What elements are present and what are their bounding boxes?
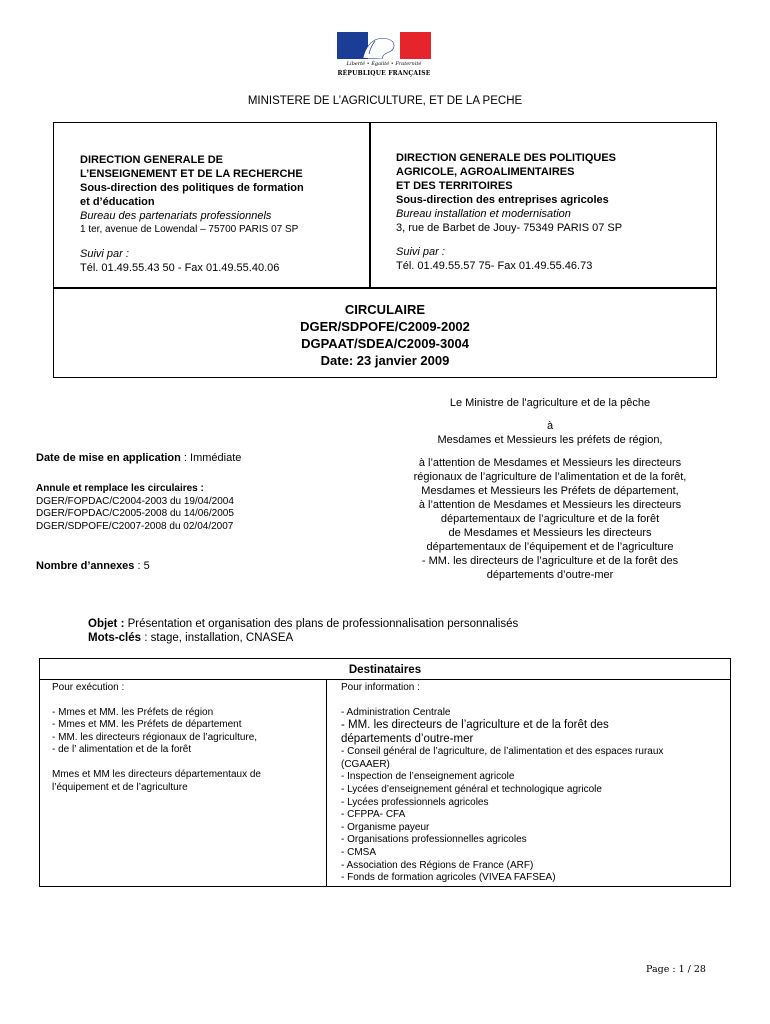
execution-item: - de l’ alimentation et de la forêt xyxy=(52,744,192,756)
right-address: 3, rue de Barbet de Jouy- 75349 PARIS 07 SP xyxy=(396,222,623,234)
information-header: Pour information : xyxy=(341,682,420,693)
application-date-value: : Immédiate xyxy=(180,452,242,464)
circulaire-block xyxy=(54,301,716,369)
annule-item: DGER/FOPDAC/C2004-2003 du 19/04/2004 xyxy=(36,495,234,507)
information-column xyxy=(341,682,729,885)
recipients-block xyxy=(385,396,715,582)
execution-extra: Mmes et MM les directeurs départementaux de xyxy=(52,768,261,780)
right-direction-line3: ET DES TERRITOIRES xyxy=(396,180,513,192)
information-item: départements d’outre-mer xyxy=(341,732,474,745)
left-subdirection-line2: et d’éducation xyxy=(80,196,155,208)
information-item: - Inspection de l’enseignement agricole xyxy=(341,771,515,783)
left-suivi: Suivi par : xyxy=(80,248,129,260)
application-date xyxy=(36,451,241,465)
left-tel-fax: Tél. 01.49.55.43 50 - Fax 01.49.55.40.06 xyxy=(80,262,280,274)
republique-francaise-logo xyxy=(335,32,433,80)
right-subdirection: Sous-direction des entreprises agricoles xyxy=(396,194,609,206)
information-item: - Conseil général de l’agriculture, de l’alimentation et des espaces ruraux xyxy=(341,746,664,758)
mots-cles-line xyxy=(88,631,518,645)
circulaire-date: Date: 23 janvier 2009 xyxy=(320,353,450,368)
information-item: - Organisme payeur xyxy=(341,821,430,833)
sender-line: Le Ministre de l'agriculture et de la pêche xyxy=(449,397,651,409)
circulaire-ref-dger: DGER/SDPOFE/C2009-2002 xyxy=(300,319,470,334)
left-direction-line1: DIRECTION GENERALE DE xyxy=(80,154,224,166)
application-date-label: Date de mise en application xyxy=(36,452,181,464)
information-item: - Administration Centrale xyxy=(341,706,451,718)
annule-item: DGER/FOPDAC/C2005-2008 du 14/06/2005 xyxy=(36,508,234,519)
right-suivi: Suivi par : xyxy=(396,246,445,258)
execution-item: - Mmes et MM. les Préfets de département xyxy=(52,719,242,731)
left-direction-line2: L’ENSEIGNEMENT ET DE LA RECHERCHE xyxy=(80,168,303,180)
annule-label: Annule et remplace les circulaires : xyxy=(36,483,204,494)
right-direction xyxy=(396,151,714,273)
objet-line xyxy=(88,617,518,631)
republique-francaise: RÉPUBLIQUE FRANÇAISE xyxy=(337,70,431,77)
information-item: - Lycées professionnels agricoles xyxy=(341,796,489,808)
objet-text: Présentation et organisation des plans de professionnalisation personnalisés xyxy=(124,618,519,630)
annexes-count xyxy=(36,559,150,573)
mots-cles-text: : stage, installation, CNASEA xyxy=(141,632,294,644)
recipient-line: - MM. les directeurs de l’agriculture et de la forêt des xyxy=(421,555,679,567)
page-number: Page : 1 / 28 xyxy=(646,964,706,975)
information-item: - Organisations professionnelles agricoles xyxy=(341,834,527,846)
execution-item: - Mmes et MM. les Préfets de région xyxy=(52,706,214,718)
right-direction-line2: AGRICOLE, AGROALIMENTAIRES xyxy=(396,166,575,178)
ministry-title: MINISTERE DE L’AGRICULTURE, ET DE LA PECHE xyxy=(247,95,523,107)
recipient-line: régionaux de l’agriculture de l’alimentation et de la forêt, xyxy=(413,471,687,483)
motto: Liberté • Égalité • Fraternité xyxy=(346,61,422,67)
left-bureau: Bureau des partenariats professionnels xyxy=(80,210,272,222)
annexes-label: Nombre d’annexes xyxy=(36,560,135,572)
execution-column xyxy=(52,682,320,794)
objet-label: Objet : xyxy=(88,618,125,630)
annexes-value: : 5 xyxy=(134,560,150,572)
information-item: - Lycées d’enseignement général et technologique agricole xyxy=(341,783,602,795)
information-item: - Fonds de formation agricoles (VIVEA FAFSEA) xyxy=(341,872,556,884)
left-subdirection-line1: Sous-direction des politiques de formation xyxy=(80,182,304,194)
tricolor-flag xyxy=(337,32,431,59)
right-direction-line1: DIRECTION GENERALE DES POLITIQUES xyxy=(396,152,617,164)
annule-item: DGER/SDPOFE/C2007-2008 du 02/04/2007 xyxy=(36,520,234,532)
recipient-line: à l’attention de Mesdames et Messieurs les directeurs xyxy=(418,457,682,469)
execution-extra: l’équipement et de l’agriculture xyxy=(52,781,188,793)
marianne-profile-icon xyxy=(337,32,431,59)
circulaire-ref-dgpaat: DGPAAT/SDEA/C2009-3004 xyxy=(301,336,469,351)
information-item: - MM. les directeurs de l’agriculture et de la forêt des xyxy=(341,719,609,732)
recipient-line: départementaux de l’équipement et de l’agriculture xyxy=(426,541,674,553)
circulaire-title: CIRCULAIRE xyxy=(344,302,426,317)
left-direction xyxy=(80,153,365,275)
recipient-line: à l’attention de Mesdames et Messieurs les directeurs xyxy=(418,499,682,511)
execution-item: - MM. les directeurs régionaux de l’agriculture, xyxy=(52,731,258,743)
information-item: - CMSA xyxy=(341,846,376,858)
a-line: à xyxy=(546,420,554,432)
right-tel-fax: Tél. 01.49.55.57 75- Fax 01.49.55.46.73 xyxy=(396,260,593,272)
annule-remplace xyxy=(36,483,234,533)
addressee-line: Mesdames et Messieurs les préfets de région, xyxy=(437,434,663,446)
recipient-line: Mesdames et Messieurs les Préfets de département, xyxy=(421,485,679,497)
recipient-line: de Mesdames et Messieurs les directeurs xyxy=(448,527,652,539)
objet-block xyxy=(88,617,518,645)
information-item: (CGAAER) xyxy=(341,758,390,770)
left-address: 1 ter, avenue de Lowendal – 75700 PARIS 07 SP xyxy=(80,224,299,235)
destinataires-title: Destinataires xyxy=(348,664,422,676)
execution-header: Pour exécution : xyxy=(52,682,125,693)
information-item: - CFPPA- CFA xyxy=(341,809,406,821)
header-box xyxy=(53,122,717,378)
mots-cles-label: Mots-clés xyxy=(88,632,142,644)
recipient-line: départements d’outre-mer xyxy=(486,569,614,581)
right-bureau: Bureau installation et modernisation xyxy=(396,208,571,220)
destinataires-table xyxy=(39,658,731,887)
recipient-line: départementaux de l’agriculture et de la forêt xyxy=(440,513,660,525)
information-item: - Association des Régions de France (ARF) xyxy=(341,859,534,871)
